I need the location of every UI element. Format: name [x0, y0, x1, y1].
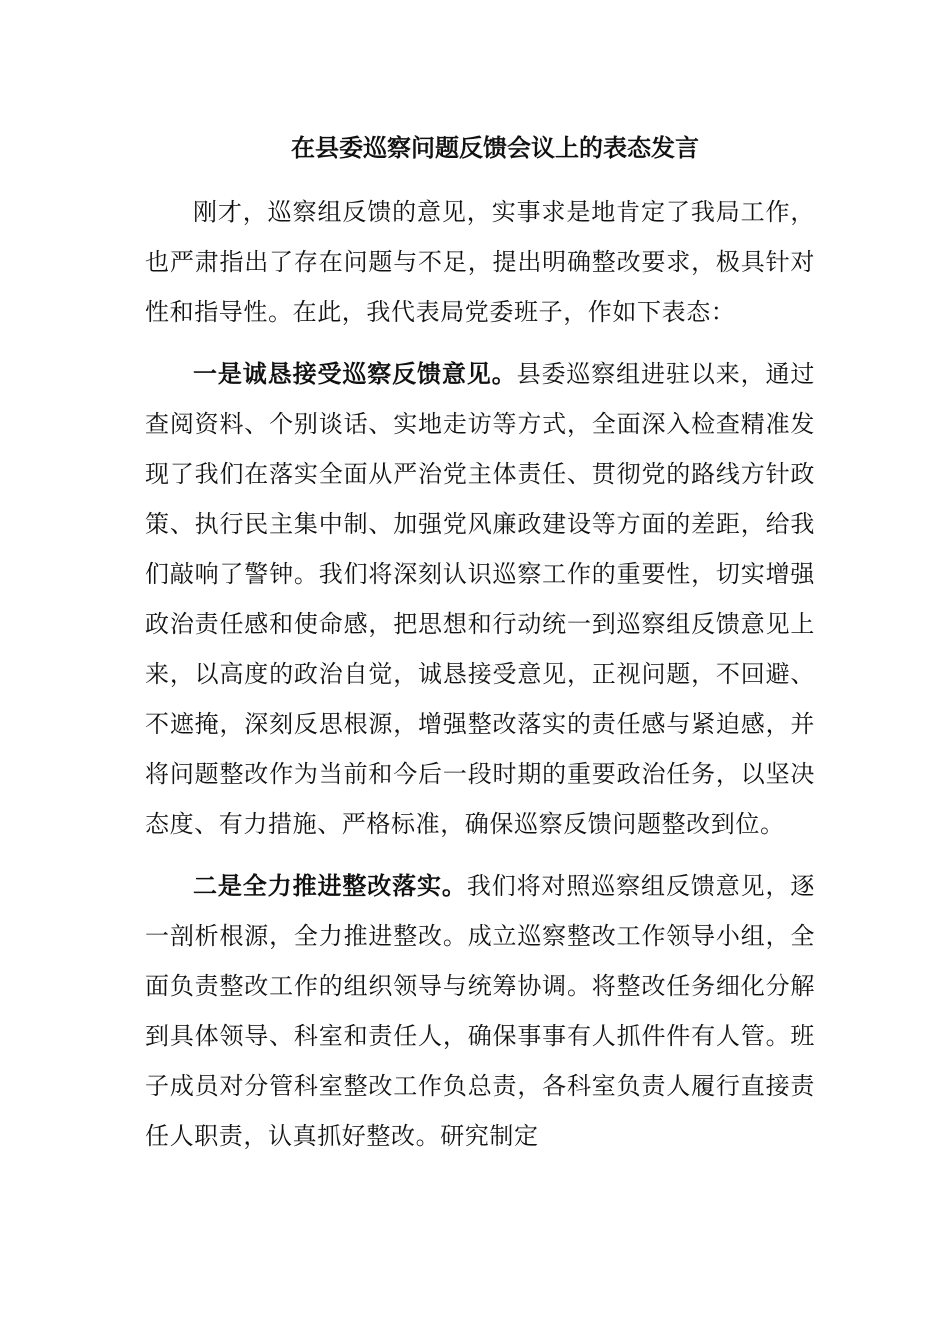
document-body	[145, 187, 815, 1161]
paragraph-lead: 一是诚恳接受巡察反馈意见。	[193, 360, 517, 388]
paragraph-text: 县委巡察组进驻以来，通过查阅资料、个别谈话、实地走访等方式，全面深入检查精准发现了我们在落实全面从严治党主体责任、贯彻党的路线方针政策、执行民主集中制、加强党风廉政建设等方面的差距，给我们敲响了警钟。我们将深刻认识巡察工作的重要性，切实增强政治责任感和使命感，把思想和行动统一到巡察组反馈意见上来，以高度的政治自觉，诚恳接受意见，正视问题，不回避、不遮掩，深刻反思根源，增强整改落实的责任感与紧迫感，并将问题整改作为当前和今后一段时期的重要政治任务，以坚决态度、有力措施、严格标准，确保巡察反馈问题整改到位。	[145, 360, 815, 838]
paragraph-lead: 二是全力推进整改落实。	[193, 872, 467, 900]
paragraph-rectification	[145, 861, 815, 1161]
paragraph-text: 刚才，巡察组反馈的意见，实事求是地肯定了我局工作，也严肃指出了存在问题与不足，提出明确整改要求，极具针对性和指导性。在此，我代表局党委班子，作如下表态：	[145, 198, 815, 326]
paragraph-intro	[145, 187, 815, 337]
paragraph-accept-feedback	[145, 349, 815, 849]
paragraph-text: 我们将对照巡察组反馈意见，逐一剖析根源，全力推进整改。成立巡察整改工作领导小组，全面负责整改工作的组织领导与统筹协调。将整改任务细化分解到具体领导、科室和责任人，确保事事有人抓件件有人管。班子成员对分管科室整改工作负总责，各科室负责人履行直接责任人职责，认真抓好整改。研究制定	[145, 872, 815, 1150]
document-title: 在县委巡察问题反馈会议上的表态发言	[291, 134, 699, 162]
